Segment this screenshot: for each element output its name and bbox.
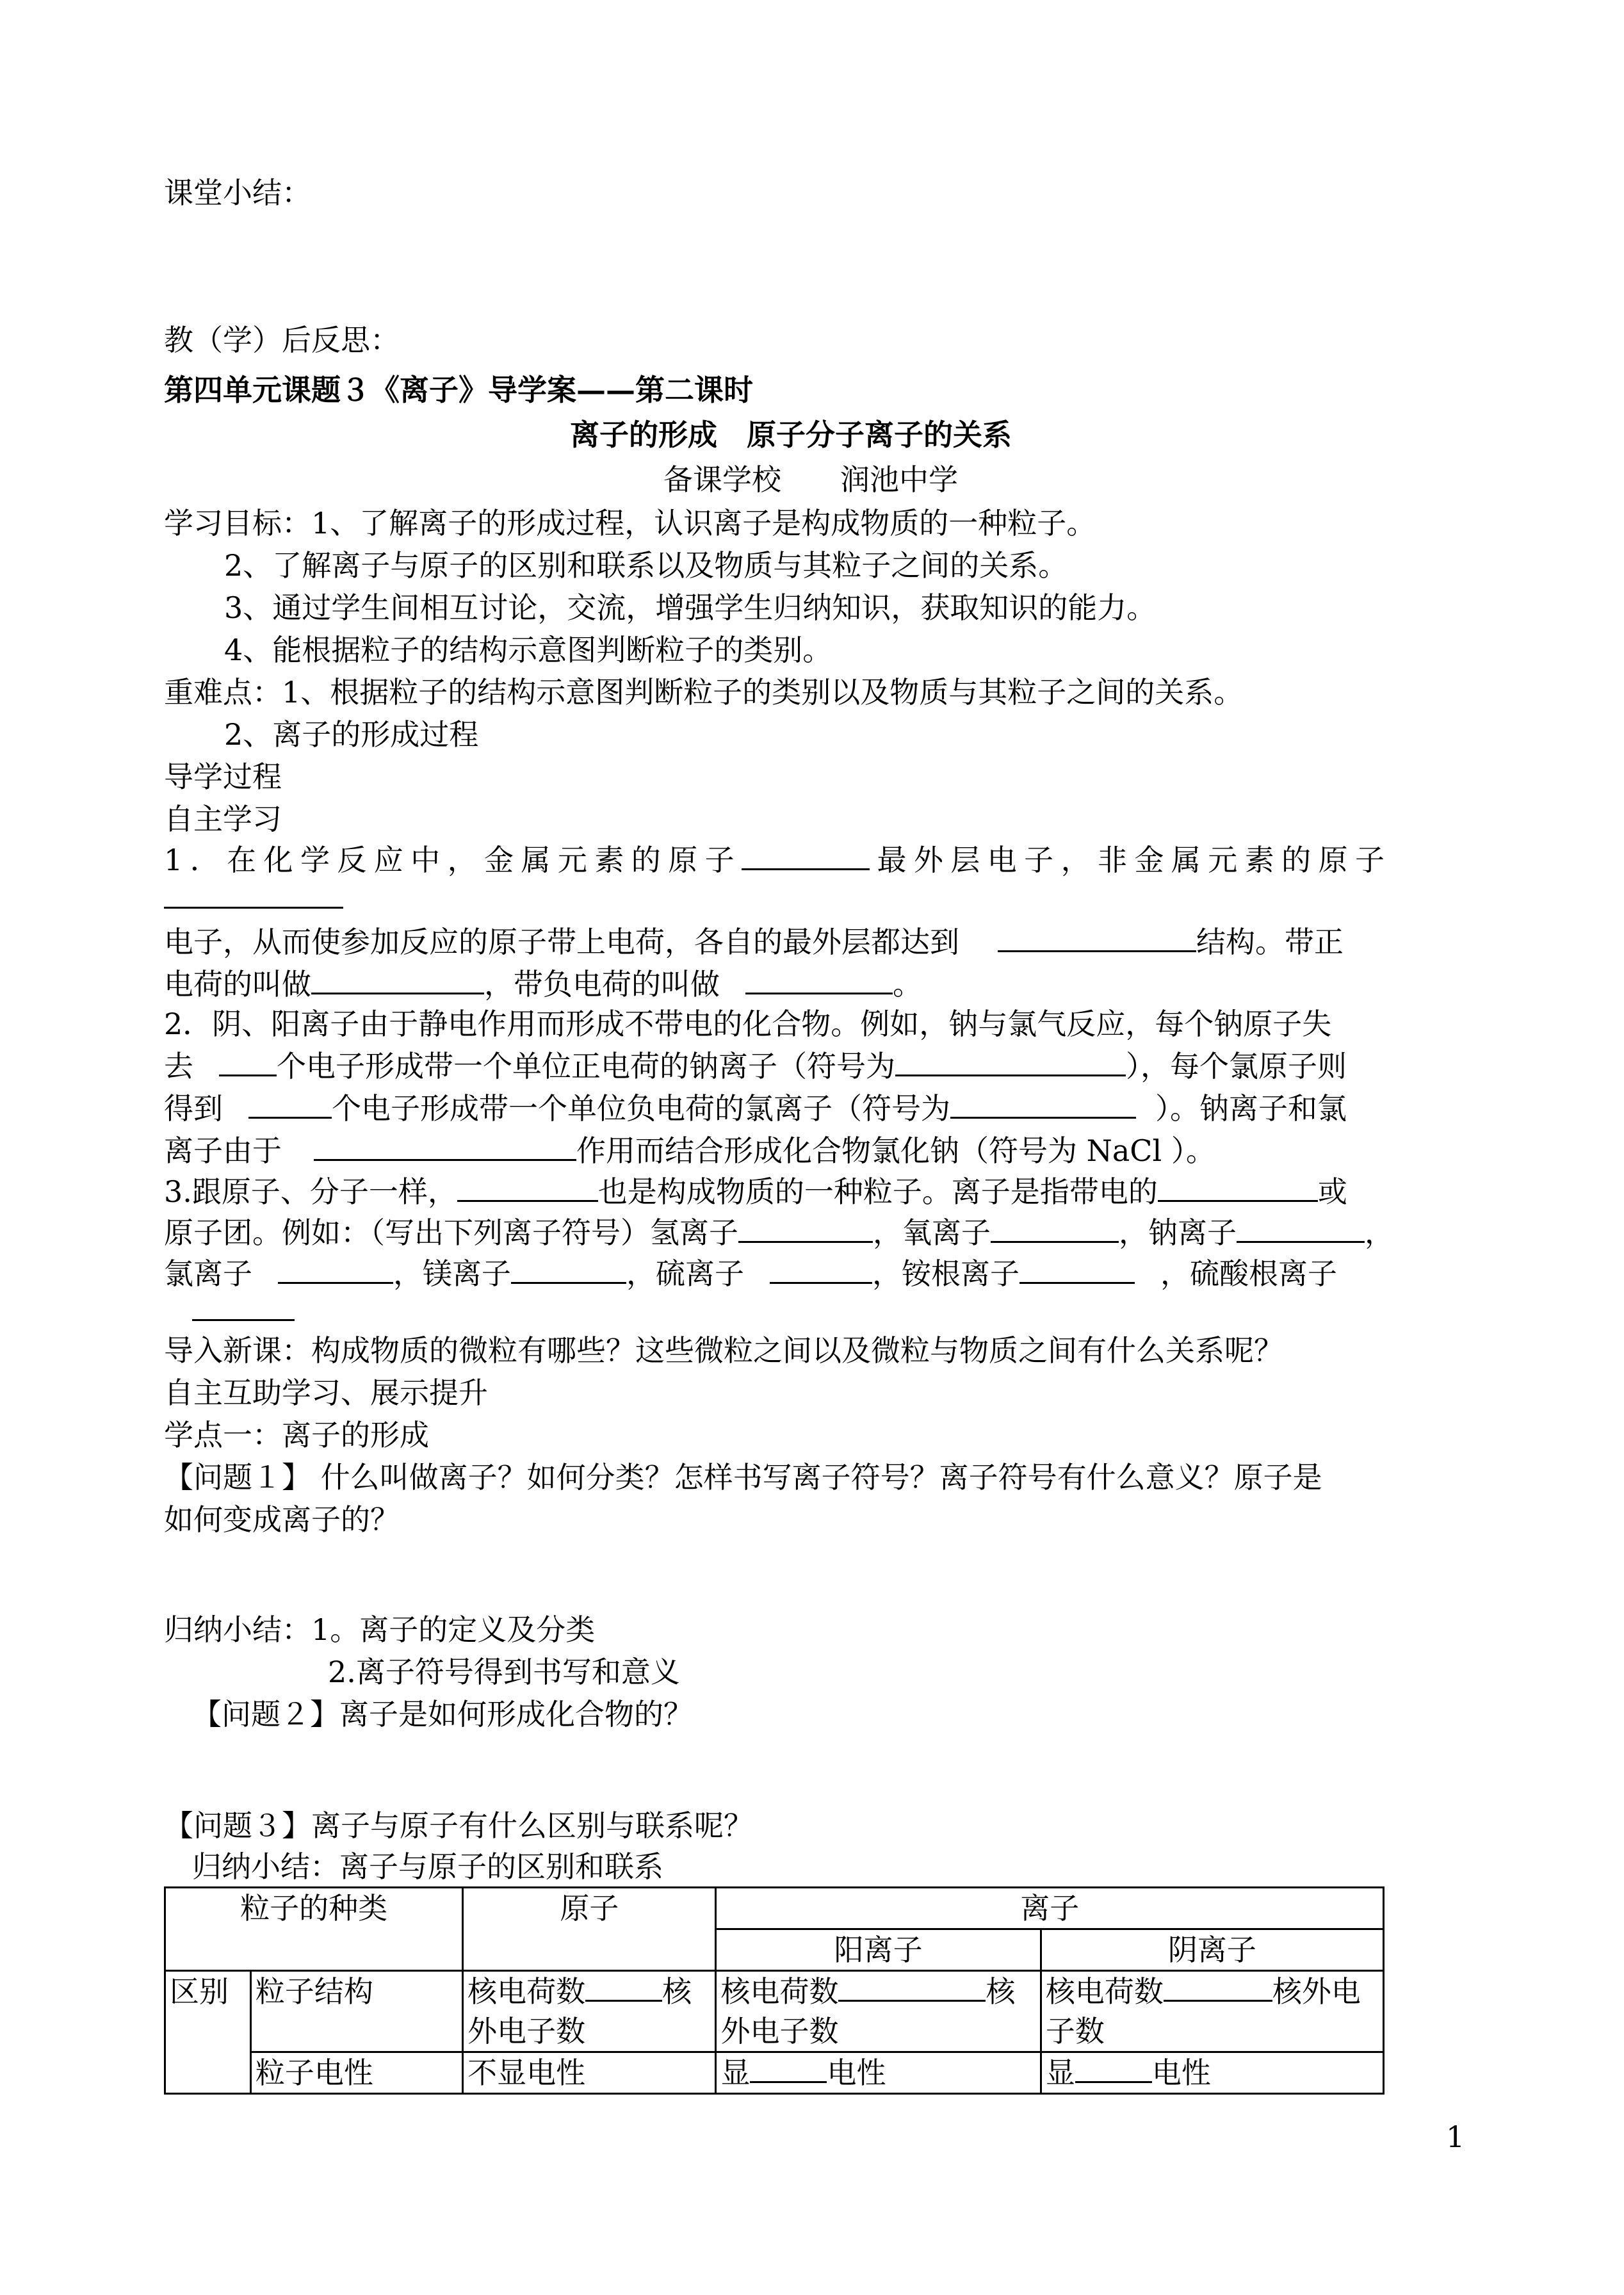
difficulty-line-1 xyxy=(164,672,1243,712)
class-summary-label: 课堂小结： xyxy=(164,175,311,210)
blank[interactable] xyxy=(895,1049,1126,1076)
table-cell-charge-label: 粒子电性 xyxy=(250,2052,462,2094)
q1-line-1-tail xyxy=(164,879,343,918)
intro-line: 导入新课：构成物质的微粒有哪些？这些微粒之间以及微粒与物质之间有什么关系呢？ xyxy=(164,1333,1283,1368)
summary-line-2: 2.离子符号得到书写和意义 xyxy=(328,1655,680,1689)
blank[interactable] xyxy=(742,843,870,870)
blank[interactable] xyxy=(1075,2056,1152,2083)
q2-line-3: 得到 个电子形成带一个单位负电荷的氯离子（符号为 ）。钠离子和氯 xyxy=(164,1091,1347,1126)
blank[interactable] xyxy=(311,967,484,994)
q1-line-3: 电荷的叫做 ，带负电荷的叫做 。 xyxy=(164,967,922,1002)
blank[interactable] xyxy=(770,1256,872,1284)
q3-line-3: 氯离子 ，镁离子 ，硫离子 ，铵根离子 ，硫酸根离子 xyxy=(164,1256,1337,1291)
blank[interactable] xyxy=(1019,1256,1135,1284)
blank[interactable] xyxy=(164,881,343,909)
blank[interactable] xyxy=(738,1215,873,1243)
table-cell-anion-charge: 显 电性 xyxy=(1041,2052,1383,2094)
difficulty-lead: 重难点： xyxy=(164,675,282,710)
table-header-anion: 阴离子 xyxy=(1041,1929,1383,1971)
q1-line-1: 1．在化学反应中，金属元素的原子 最外层电子，非金属元素的原子 xyxy=(164,843,1384,877)
table-row xyxy=(165,1888,1384,1929)
blank[interactable] xyxy=(192,1293,295,1321)
table-row xyxy=(165,1971,1384,2052)
page-number: 1 xyxy=(1446,2120,1465,2154)
ion-atom-table xyxy=(164,1886,1384,2095)
blank[interactable] xyxy=(248,1091,332,1119)
q3-line-2: 原子团。例如：（写出下列离子符号）氢离子 ，氧离子 ，钠离子 ， xyxy=(164,1215,1394,1250)
blank[interactable] xyxy=(511,1256,626,1284)
blank[interactable] xyxy=(745,967,893,994)
blank[interactable] xyxy=(950,1091,1136,1119)
goals-line-1 xyxy=(164,503,1096,543)
problem1-line-2: 如何变成离子的？ xyxy=(164,1502,400,1537)
blank[interactable] xyxy=(278,1256,393,1284)
blank[interactable] xyxy=(991,1215,1119,1243)
table-header-ion: 离子 xyxy=(716,1888,1384,1929)
point1-heading: 学点一：离子的形成 xyxy=(164,1418,429,1452)
table-cell-cation-structure: 核电荷数 核 外电子数 xyxy=(716,1971,1041,2052)
problem1-line-1: 【问题１】 什么叫做离子？如何分类？怎样书写离子符号？离子符号有什么意义？原子是 xyxy=(164,1460,1322,1495)
difficulty-item: 1、根据粒子的结构示意图判断粒子的类别以及物质与其粒子之间的关系。 xyxy=(282,675,1244,710)
table-cell-difference: 区别 xyxy=(165,1971,251,2094)
goals-lead: 学习目标： xyxy=(164,506,311,540)
self-study-heading: 自主学习 xyxy=(164,802,282,836)
summary2-line: 归纳小结：离子与原子的区别和联系 xyxy=(192,1849,663,1884)
goal-item: 4、能根据粒子的结构示意图判断粒子的类别。 xyxy=(224,633,832,667)
school-line: 备课学校 润池中学 xyxy=(663,462,958,497)
lesson-subtitle: 离子的形成 原子分子离子的关系 xyxy=(570,418,1012,452)
table-cell-cation-charge: 显 电性 xyxy=(716,2052,1041,2094)
goal-item: 1、了解离子的形成过程，认识离子是构成物质的一种粒子。 xyxy=(311,506,1096,540)
table-header-atom: 原子 xyxy=(463,1888,716,1971)
blank[interactable] xyxy=(1164,1974,1272,2002)
difficulty-item: 2、离子的形成过程 xyxy=(224,717,479,752)
blank[interactable] xyxy=(750,2056,827,2083)
table-header-kind: 粒子的种类 xyxy=(165,1888,463,1971)
q3-line-1: 3.跟原子、分子一样， 也是构成物质的一种粒子。离子是指带电的 或 xyxy=(164,1174,1347,1209)
blank[interactable] xyxy=(314,1133,576,1161)
table-cell-anion-structure: 核电荷数 核外电 子数 xyxy=(1041,1971,1383,2052)
table-row xyxy=(165,2052,1384,2094)
q2-line-1: 2．阴、阳离子由于静电作用而形成不带电的化合物。例如，钠与氯气反应，每个钠原子失 xyxy=(164,1007,1332,1041)
mutual-heading: 自主互助学习、展示提升 xyxy=(164,1375,488,1410)
goal-item: 2、了解离子与原子的区别和联系以及物质与其粒子之间的关系。 xyxy=(224,548,1068,583)
summary-line-1: 归纳小结：1。离子的定义及分类 xyxy=(164,1612,596,1647)
blank[interactable] xyxy=(998,925,1196,952)
table-cell-structure-label: 粒子结构 xyxy=(250,1971,462,2052)
blank[interactable] xyxy=(1237,1215,1365,1243)
q2-line-2: 去 个电子形成带一个单位正电荷的钠离子（符号为 ），每个氯原子则 xyxy=(164,1049,1347,1083)
goal-item: 3、通过学生间相互讨论，交流，增强学生归纳知识，获取知识的能力。 xyxy=(224,590,1157,625)
reflection-label: 教（学）后反思： xyxy=(164,323,400,357)
blank[interactable] xyxy=(1158,1174,1318,1202)
problem3-line: 【问题３】离子与原子有什么区别与联系呢？ xyxy=(164,1808,753,1843)
blank[interactable] xyxy=(585,1974,662,2002)
table-cell-atom-charge: 不显电性 xyxy=(463,2052,716,2094)
q1-line-2: 电子，从而使参加反应的原子带上电荷，各自的最外层都达到 结构。带正 xyxy=(164,925,1344,959)
q2-line-4: 离子由于 作用而结合形成化合物氯化钠（符号为 NaCl ）。 xyxy=(164,1133,1215,1168)
table-header-cation: 阳离子 xyxy=(716,1929,1041,1971)
blank[interactable] xyxy=(838,1974,986,2002)
problem2-line: 【问题２】离子是如何形成化合物的？ xyxy=(192,1697,693,1731)
table-cell-atom-structure: 核电荷数 核 外电子数 xyxy=(463,1971,716,2052)
blank[interactable] xyxy=(219,1049,277,1076)
blank[interactable] xyxy=(457,1174,598,1202)
unit-title: 第四单元课题３《离子》导学案——第二课时 xyxy=(164,373,753,407)
process-heading: 导学过程 xyxy=(164,759,282,794)
q3-line-3-tail xyxy=(192,1291,295,1331)
